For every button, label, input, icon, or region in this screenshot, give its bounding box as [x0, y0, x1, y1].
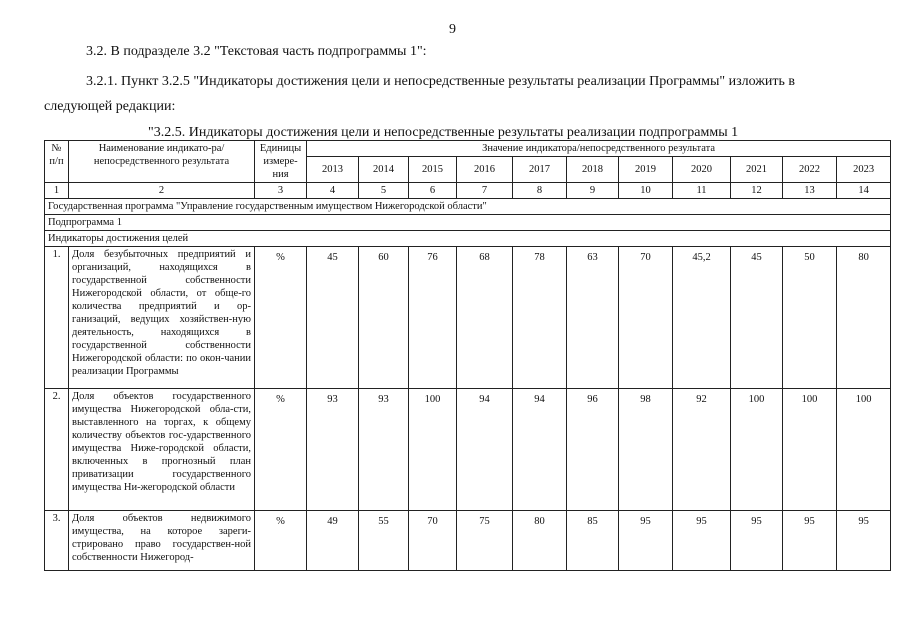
value-cell: 80: [837, 247, 891, 389]
column-number: 14: [837, 183, 891, 199]
unit-cell: %: [255, 511, 307, 571]
column-number: 13: [783, 183, 837, 199]
indicators-table: [44, 140, 891, 571]
value-cell: 63: [567, 247, 619, 389]
value-cell: 95: [673, 511, 731, 571]
value-cell: 60: [359, 247, 409, 389]
header-unit: Единицы измере-ния: [255, 141, 307, 183]
value-cell: 95: [783, 511, 837, 571]
value-cell: 94: [513, 389, 567, 511]
table-caption: "3.2.5. Индикаторы достижения цели и непосредственные результаты реализации подпрограммы 1: [148, 125, 739, 140]
value-cell: 95: [837, 511, 891, 571]
header-year: 2018: [567, 157, 619, 183]
value-cell: 100: [783, 389, 837, 511]
value-cell: 45: [731, 247, 783, 389]
value-cell: 45,2: [673, 247, 731, 389]
column-number: 4: [307, 183, 359, 199]
value-cell: 92: [673, 389, 731, 511]
indicator-name: Доля объектов недвижимого имущества, на которое зареги-стрировано право государствен-ной собственности Нижегород-: [69, 511, 255, 571]
indicator-name: Доля объектов государственного имущества Нижегородской обла-сти, выставленного на торгах, к общему количеству объектов гос-ударственного имущества Ниже-городской области, включенных в прогнозный план приватизации государственного имущества Ни-жегородской области: [69, 389, 255, 511]
column-number: 11: [673, 183, 731, 199]
section-row: Подпрограмма 1: [45, 215, 891, 231]
section-row: Индикаторы достижения целей: [45, 231, 891, 247]
unit-cell: %: [255, 389, 307, 511]
value-cell: 68: [457, 247, 513, 389]
value-cell: 78: [513, 247, 567, 389]
header-year: 2014: [359, 157, 409, 183]
section-row: Государственная программа "Управление государственным имуществом Нижегородской области": [45, 199, 891, 215]
header-year: 2023: [837, 157, 891, 183]
page-number: 9: [449, 22, 456, 37]
column-number: 7: [457, 183, 513, 199]
header-values-group: Значение индикатора/непосредственного результата: [307, 141, 891, 157]
row-number: 2.: [45, 389, 69, 511]
row-number: 1.: [45, 247, 69, 389]
value-cell: 94: [457, 389, 513, 511]
column-number: 2: [69, 183, 255, 199]
header-year: 2013: [307, 157, 359, 183]
column-number: 12: [731, 183, 783, 199]
paragraph-3-2-1: 3.2.1. Пункт 3.2.5 "Индикаторы достижения цели и непосредственные результаты реализации Программы" изложить в: [86, 74, 796, 89]
value-cell: 100: [409, 389, 457, 511]
value-cell: 76: [409, 247, 457, 389]
column-number: 8: [513, 183, 567, 199]
table-row: [45, 511, 891, 571]
value-cell: 95: [619, 511, 673, 571]
column-number: 10: [619, 183, 673, 199]
value-cell: 98: [619, 389, 673, 511]
header-year: 2022: [783, 157, 837, 183]
header-year: 2017: [513, 157, 567, 183]
value-cell: 70: [409, 511, 457, 571]
column-number: 9: [567, 183, 619, 199]
value-cell: 85: [567, 511, 619, 571]
value-cell: 75: [457, 511, 513, 571]
column-number: 5: [359, 183, 409, 199]
header-name: Наименование индикато-ра/непосредственного результата: [69, 141, 255, 183]
column-number: 6: [409, 183, 457, 199]
unit-cell: %: [255, 247, 307, 389]
table-row: [45, 389, 891, 511]
value-cell: 95: [731, 511, 783, 571]
table-row: [45, 247, 891, 389]
value-cell: 100: [731, 389, 783, 511]
paragraph-3-2-1-cont: следующей редакции:: [44, 99, 176, 114]
header-year: 2020: [673, 157, 731, 183]
value-cell: 96: [567, 389, 619, 511]
value-cell: 50: [783, 247, 837, 389]
header-year: 2021: [731, 157, 783, 183]
value-cell: 70: [619, 247, 673, 389]
column-number: 1: [45, 183, 69, 199]
value-cell: 45: [307, 247, 359, 389]
indicator-name: Доля безубыточных предприятий и организаций, находящихся в государственной собственности Нижегородской области, от обще-го количества предприятий и ор-ганизаций, ведущих хозяйствен-ную деятельность, находящихся в государственной собственности Нижегородской области: по окон-чании реализации Программы: [69, 247, 255, 389]
row-number: 3.: [45, 511, 69, 571]
value-cell: 80: [513, 511, 567, 571]
value-cell: 93: [307, 389, 359, 511]
value-cell: 100: [837, 389, 891, 511]
value-cell: 93: [359, 389, 409, 511]
header-num: № п/п: [45, 141, 69, 183]
column-number: 3: [255, 183, 307, 199]
header-year: 2019: [619, 157, 673, 183]
header-year: 2015: [409, 157, 457, 183]
value-cell: 49: [307, 511, 359, 571]
value-cell: 55: [359, 511, 409, 571]
header-year: 2016: [457, 157, 513, 183]
paragraph-3-2: 3.2. В подразделе 3.2 "Текстовая часть подпрограммы 1":: [86, 44, 427, 59]
